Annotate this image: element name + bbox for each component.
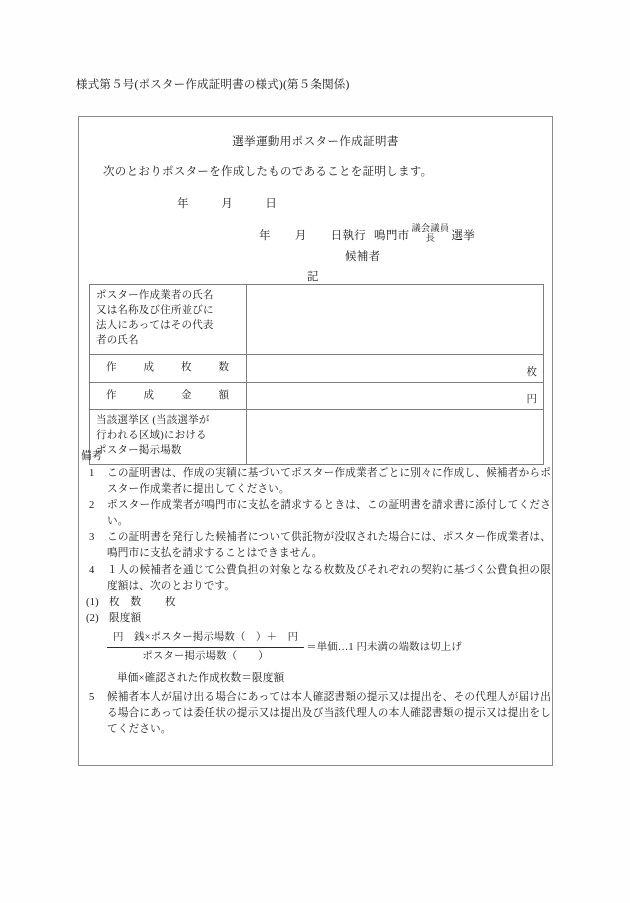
- row-label-amount: [90, 382, 247, 410]
- row-label-producer-name: [90, 285, 247, 355]
- label-line: 又は名称及び住所並びに: [96, 304, 214, 316]
- issue-date-line: [177, 195, 277, 211]
- label-line: 当該選挙区 (当該選挙が: [96, 415, 210, 427]
- remarks-item-2: [81, 498, 551, 530]
- form-number-heading: 様式第５号(ポスター作成証明書の様式)(第５条関係): [76, 79, 350, 91]
- item-number: 5: [89, 692, 95, 704]
- remarks-item-4: [81, 563, 551, 595]
- subitem-key: 枚 数: [109, 597, 142, 609]
- item-text: ポスター作成業者が鳴門市に支払を請求するときは、この証明書を請求書に添付してください。: [107, 500, 551, 528]
- item-text: 候補者本人が届け出る場合にあっては本人確認書類の提示又は提出を、その代理人が届け出る場合にあっては委任状の提示又は提出及び当該代理人の本人確認書類の提示又は提出をしてください。: [107, 692, 551, 736]
- exec-municipality: 鳴門市: [374, 229, 410, 242]
- poster-details-table: [89, 284, 544, 465]
- label-char: 作: [106, 361, 117, 373]
- remarks-item-5: [81, 690, 551, 738]
- label-char: 数: [218, 361, 229, 373]
- remarks-item-3: [81, 530, 551, 562]
- candidate-label: 候補者: [345, 251, 381, 263]
- remarks-heading: 備考: [81, 451, 103, 462]
- label-line: ポスター掲示場数: [96, 445, 182, 457]
- subitem-key: 限度額: [109, 613, 142, 625]
- exec-month: 月: [294, 229, 307, 242]
- subitem-number: (1): [86, 597, 99, 609]
- item-number: 4: [89, 564, 95, 576]
- subitem-number: (2): [86, 613, 99, 625]
- unit-price-formula: [107, 630, 551, 664]
- label-line: 者の氏名: [96, 334, 139, 346]
- formula-denominator: ポスター掲示場数（ ）: [142, 650, 269, 662]
- item-text: １人の候補者を通じて公費負担の対象となる枚数及びそれぞれの契約に基づく公費負担の限度額は、次のとおりです。: [107, 564, 551, 592]
- table-row: [90, 285, 544, 355]
- label-char: 成: [143, 361, 154, 373]
- issue-date-month: 月: [221, 198, 233, 210]
- label-char: 成: [143, 389, 154, 401]
- ki-label: 記: [307, 271, 319, 283]
- unit-yen: 円: [526, 394, 537, 406]
- label-char: 額: [218, 389, 229, 401]
- label-line: 行われる区域)における: [96, 430, 207, 442]
- remarks-subitem-1: [81, 595, 551, 611]
- office-type-mayor: 長: [425, 232, 436, 243]
- label-char: 金: [181, 389, 192, 401]
- formula-tail: ＝単価…1 円未満の端数は切上げ: [306, 641, 462, 653]
- formula-fraction: [107, 630, 304, 664]
- certificate-intro-text: 次のとおりポスターを作成したものであることを証明します。: [103, 166, 433, 178]
- unit-sheets: 枚: [526, 366, 537, 378]
- label-line: 法人にあってはその代表: [96, 319, 214, 331]
- row-label-sheet-count: [90, 354, 247, 382]
- item-text: この証明書を発行した候補者について供託物が没収された場合には、ポスター作成業者は、鳴門市に支払を請求することはできません。: [107, 532, 551, 560]
- formula-numerator: 円 銭×ポスター掲示場数（ ）＋ 円: [107, 630, 304, 648]
- subitem-value: 枚: [165, 597, 176, 609]
- row-value-producer-name[interactable]: [247, 285, 544, 355]
- item-number: 3: [89, 532, 95, 544]
- issue-date-year: 年: [177, 198, 189, 210]
- exec-day: 日執行: [330, 229, 367, 242]
- item-number: 2: [89, 500, 95, 512]
- remarks-item-1: [81, 466, 551, 498]
- item-text: この証明書は、作成の実績に基づいてポスター作成業者ごとに別々に作成し、候補者からポスター作成業者に提出してください。: [107, 467, 551, 495]
- remarks-section: [81, 449, 551, 739]
- certificate-title: 選挙運動用ポスター作成証明書: [232, 136, 399, 148]
- table-row: [90, 382, 544, 410]
- election-execution-line: [259, 225, 475, 244]
- item-number: 1: [89, 467, 95, 479]
- exec-election: 選挙: [451, 229, 475, 242]
- row-value-sheet-count[interactable]: [247, 354, 544, 382]
- label-char: 枚: [181, 361, 192, 373]
- remarks-subitem-2: [81, 611, 551, 627]
- exec-year: 年: [259, 229, 271, 242]
- table-row: [90, 354, 544, 382]
- office-type-stacked: [411, 224, 449, 243]
- limit-amount-formula: 単価×確認された作成枚数＝限度額: [117, 672, 285, 684]
- label-char: 作: [106, 389, 117, 401]
- office-type-assembly: 議会議員: [411, 223, 450, 233]
- row-value-amount[interactable]: [247, 382, 544, 410]
- issue-date-day: 日: [265, 198, 278, 210]
- label-line: ポスター作成業者の氏名: [96, 290, 214, 301]
- certificate-frame: [78, 116, 553, 766]
